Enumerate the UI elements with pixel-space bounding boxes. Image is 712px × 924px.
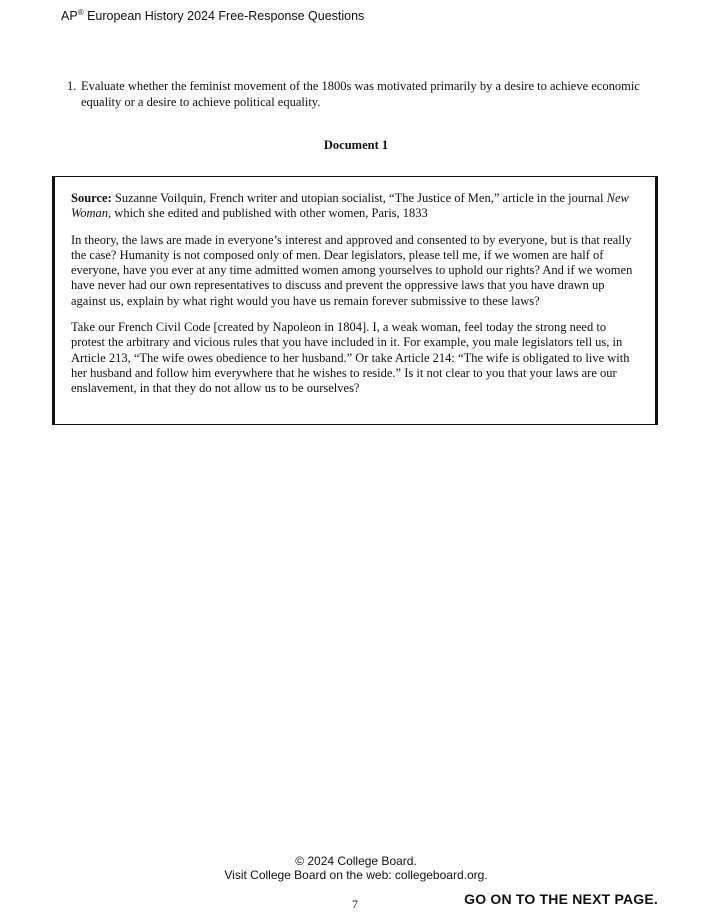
source-journal: New Woman (71, 191, 629, 221)
visit-text: Visit College Board on the web: collegeboard.org. (224, 868, 488, 882)
next-page-text: GO ON TO THE NEXT PAGE. (464, 891, 658, 907)
document-content (71, 191, 637, 408)
document-source (71, 191, 637, 222)
question-1 (67, 79, 667, 110)
copyright-text: © 2024 College Board. (295, 854, 417, 868)
header-prefix: AP (61, 9, 78, 24)
question-text: Evaluate whether the feminist movement of the 1800s was motivated primarily by a desire to achieve economic equality or a desire to achieve political equality. (81, 79, 640, 109)
header-title: European History 2024 Free-Response Questions (83, 9, 365, 24)
document-box (52, 176, 658, 425)
question-number: 1. (67, 79, 77, 93)
document-paragraph-2: Take our French Civil Code [created by Napoleon in 1804]. I, a weak woman, feel today the strong need to protest the arbitrary and vicious rules that you have included in it. For example, you male legislators tell us, in Article 213, “The wife owes obedience to her husband.” Or take Article 214: “The wife is obligated to live with her husband and follow him everywhere that he wishes to reside.” Is it not clear to you that your laws are our enslavement, in that they do not allow us to be ourselves? (71, 320, 630, 396)
page-footer (0, 854, 712, 882)
document-title: Document 1 (323, 138, 389, 152)
registered-mark: ® (77, 8, 84, 17)
source-label: Source: (71, 191, 112, 205)
source-text-1: Suzanne Voilquin, French writer and utopian socialist, “The Justice of Men,” article in the journal (111, 191, 607, 205)
source-text-2: , which she edited and published with other women, Paris, 1833 (108, 206, 428, 221)
document-paragraph-1: In theory, the laws are made in everyone’s interest and approved and consented to by everyone, but is that really the case? Humanity is not composed only of men. Dear legislators, please tell me, if we women are half of everyone, have you ever at any time admitted women among yourselves to uphold our rights? And if we women have never had our own representatives to discuss and prevent the oppressive laws that you have drawn up against us, explain by what right would you have us remain forever submissive to these laws? (71, 232, 633, 308)
page-header (61, 8, 364, 23)
page-number: 7 (352, 897, 358, 911)
